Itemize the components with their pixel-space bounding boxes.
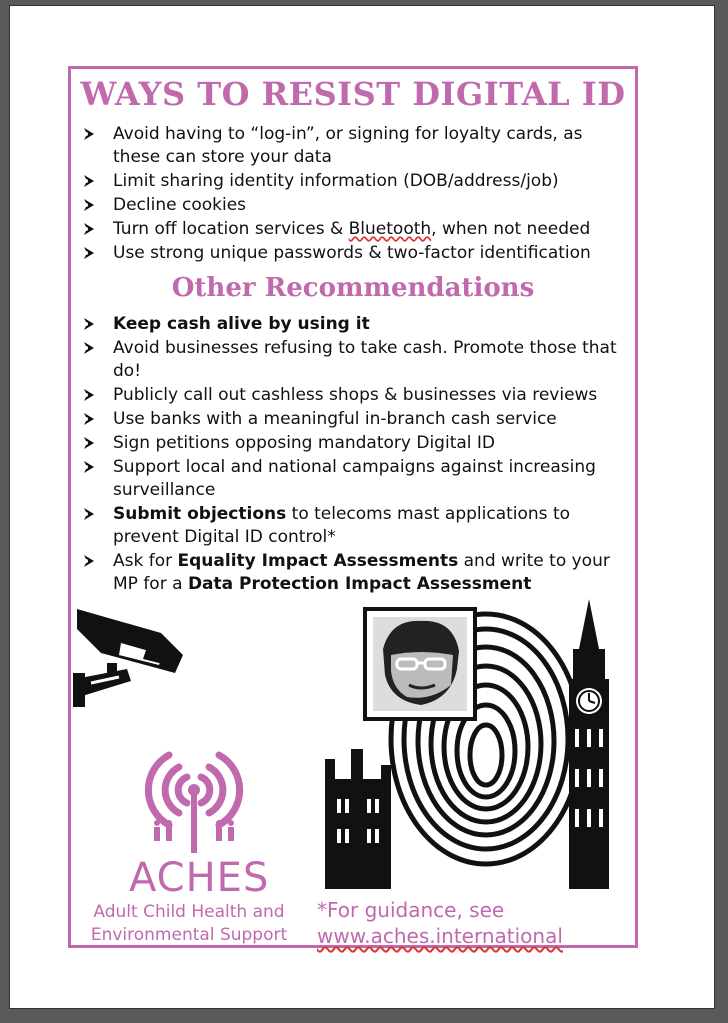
surveillance-collage — [311, 589, 641, 889]
bullet-arrow-icon — [81, 126, 97, 142]
bullet-arrow-icon — [81, 553, 97, 569]
face-portrait — [365, 609, 475, 719]
list-item-text: Limit sharing identity information (DOB/address/job) — [113, 171, 559, 191]
bullet-arrow-icon — [81, 459, 97, 475]
list-item-bold: Data Protection Impact Assessment — [187, 574, 532, 594]
list-item-text: to telecoms mast applications to prevent Digital ID control* — [113, 504, 571, 547]
list-item — [81, 313, 626, 336]
list-item — [81, 194, 626, 217]
bullet-arrow-icon — [81, 245, 97, 261]
bullet-arrow-icon — [81, 221, 97, 237]
bullet-arrow-icon — [81, 197, 97, 213]
bullet-arrow-icon — [81, 506, 97, 522]
bullet-arrow-icon — [81, 316, 97, 332]
bullet-arrow-icon — [81, 173, 97, 189]
resist-list — [81, 123, 626, 266]
list-item-text: Support local and national campaigns against increasing surveillance — [113, 457, 596, 500]
list-item — [81, 408, 626, 431]
bullet-arrow-icon — [81, 387, 97, 403]
bullet-arrow-icon — [81, 411, 97, 427]
logo-name: ACHES — [129, 855, 270, 901]
list-item-text: Ask for — [113, 551, 178, 571]
section-heading: Other Recommendations — [171, 273, 535, 303]
parliament-building — [325, 749, 391, 889]
bluetooth-word: Bluetooth — [348, 219, 432, 239]
list-item-text: Avoid having to “log-in”, or signing for loyalty cards, as these can store your data — [113, 124, 583, 167]
list-item — [81, 123, 626, 169]
list-item-text: Publicly call out cashless shops & businesses via reviews — [113, 385, 598, 405]
list-item-text: Use banks with a meaningful in-branch cash service — [113, 409, 557, 429]
list-item — [81, 432, 626, 455]
list-item — [81, 503, 626, 549]
list-item-text: Use strong unique passwords & two-factor identification — [113, 243, 591, 263]
list-item — [81, 242, 626, 265]
poster-page — [10, 6, 714, 1008]
list-item-text: Avoid businesses refusing to take cash. Promote those that do! — [113, 338, 617, 381]
page-title: WAYS TO RESIST DIGITAL ID — [80, 75, 626, 113]
list-item-text: Sign petitions opposing mandatory Digital ID — [113, 433, 496, 453]
cctv-camera-icon — [71, 603, 189, 711]
list-item-text: and write to your MP for a — [113, 551, 610, 594]
list-item — [81, 384, 626, 407]
list-item — [81, 170, 626, 193]
poster-frame — [68, 66, 638, 948]
organization-tagline: Adult Child Health and Environmental Support — [90, 902, 288, 945]
list-item-bold: Equality Impact Assessments — [177, 551, 459, 571]
radio-tower-icon — [129, 735, 259, 855]
list-item — [81, 218, 626, 241]
guidance-label: *For guidance, see — [317, 898, 505, 922]
list-item-bold: Submit objections — [113, 504, 287, 524]
guidance-note — [317, 897, 617, 949]
bullet-arrow-icon — [81, 435, 97, 451]
list-item — [81, 456, 626, 502]
list-item-text: , when not needed — [431, 219, 591, 239]
website-link[interactable]: www.aches.international — [317, 924, 563, 948]
list-item-text: Decline cookies — [113, 195, 247, 215]
bullet-arrow-icon — [81, 340, 97, 356]
recommendations-list — [81, 313, 626, 597]
list-item-text: Keep cash alive by using it — [113, 314, 370, 334]
big-ben-icon — [569, 599, 609, 889]
list-item — [81, 337, 626, 383]
list-item-text: Turn off location services & — [113, 219, 349, 239]
